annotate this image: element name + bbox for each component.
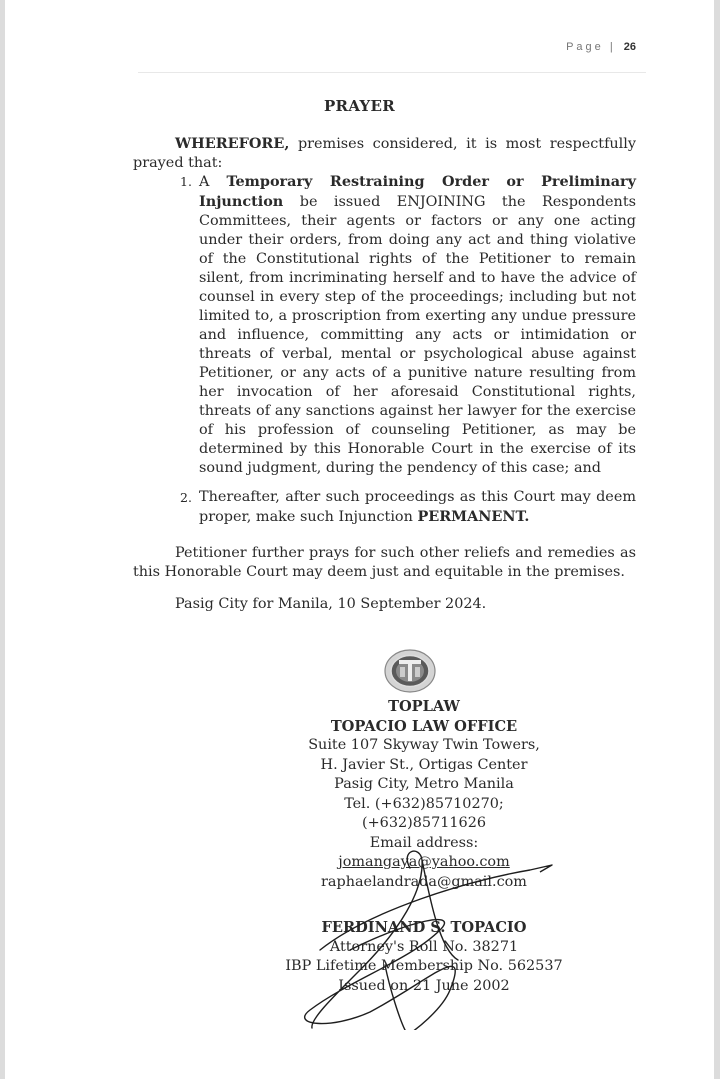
wherefore-paragraph: [133, 134, 636, 173]
page-number: Page | 26: [566, 41, 636, 53]
item-bold-text: Temporary Restraining Order or Preliminary Injunction: [199, 173, 636, 210]
law-office-seal-icon: [383, 648, 437, 694]
item-text: Thereafter, after such proceedings as this Court may deem proper, make such Injunction: [199, 489, 636, 525]
firm-short-name: TOPLAW: [388, 698, 460, 715]
wherefore-text: premises considered, it is most respectfully prayed that:: [133, 136, 636, 171]
page-label: Page: [566, 41, 604, 53]
email-2: raphaelandrada@gmail.com: [321, 873, 527, 890]
section-title: PRAYER: [323, 97, 396, 115]
further-prayer-paragraph: Petitioner further prays for such other reliefs and remedies as this Honorable Court may deem just and equitable in the premises.: [133, 545, 636, 580]
firm-address-line-3: Pasig City, Metro Manila: [334, 776, 514, 792]
signatory-name: FERDINAND S. TOPACIO: [321, 919, 527, 936]
email-link-1[interactable]: jomangaya@yahoo.com: [338, 854, 510, 870]
header-divider: [138, 72, 646, 73]
firm-name: TOPACIO LAW OFFICE: [330, 717, 518, 735]
item-number: 2.: [180, 490, 192, 505]
page-number-value: 26: [623, 41, 636, 53]
item-lead: A: [199, 174, 227, 190]
email-label: Email address:: [369, 834, 479, 851]
firm-address-line-1: Suite 107 Skyway Twin Towers,: [308, 737, 540, 753]
item-number: 1.: [180, 174, 192, 189]
prayer-item-1: [180, 172, 636, 478]
item-bold-text: PERMANENT.: [417, 508, 530, 525]
document-page: [5, 0, 714, 1079]
signatory-block: [285, 918, 563, 996]
firm-telephone: Tel. (+632)85710270; (+632)85711626: [344, 795, 504, 831]
wherefore-keyword: WHEREFORE,: [175, 135, 290, 152]
roll-number: Attorney's Roll No. 38271: [329, 938, 519, 955]
firm-address-line-2: H. Javier St., Ortigas Center: [320, 756, 528, 773]
ibp-membership: IBP Lifetime Membership No. 562537: [285, 958, 563, 974]
item-text: be issued ENJOINING the Respondents Committees, their agents or factors or any one acting under their orders, from doing any act and thing violative of the Constitutional rights of the Petitioner to remain silent, from incriminating herself and to have the advice of counsel in every step of the proceedings; including but not limited to, a proscription from exerting any undue pressure and influence, committing any acts or intimidation or threats of verbal, mental or psychological abuse against Petitioner, or any acts of a punitive nature resulting from her invocation of her aforesaid Constitutional rights, threats of any sanctions against her lawyer for the exercise of his profession of counseling Petitioner, as may be determined by this Honorable Court in the exercise of its sound judgment, during the pendency of this case; and: [199, 194, 636, 476]
place-date: Pasig City for Manila, 10 September 2024.: [175, 596, 487, 612]
issued-date: Issued on 21 June 2002: [338, 977, 510, 994]
prayer-item-2: [180, 488, 636, 527]
firm-block: [285, 697, 563, 892]
